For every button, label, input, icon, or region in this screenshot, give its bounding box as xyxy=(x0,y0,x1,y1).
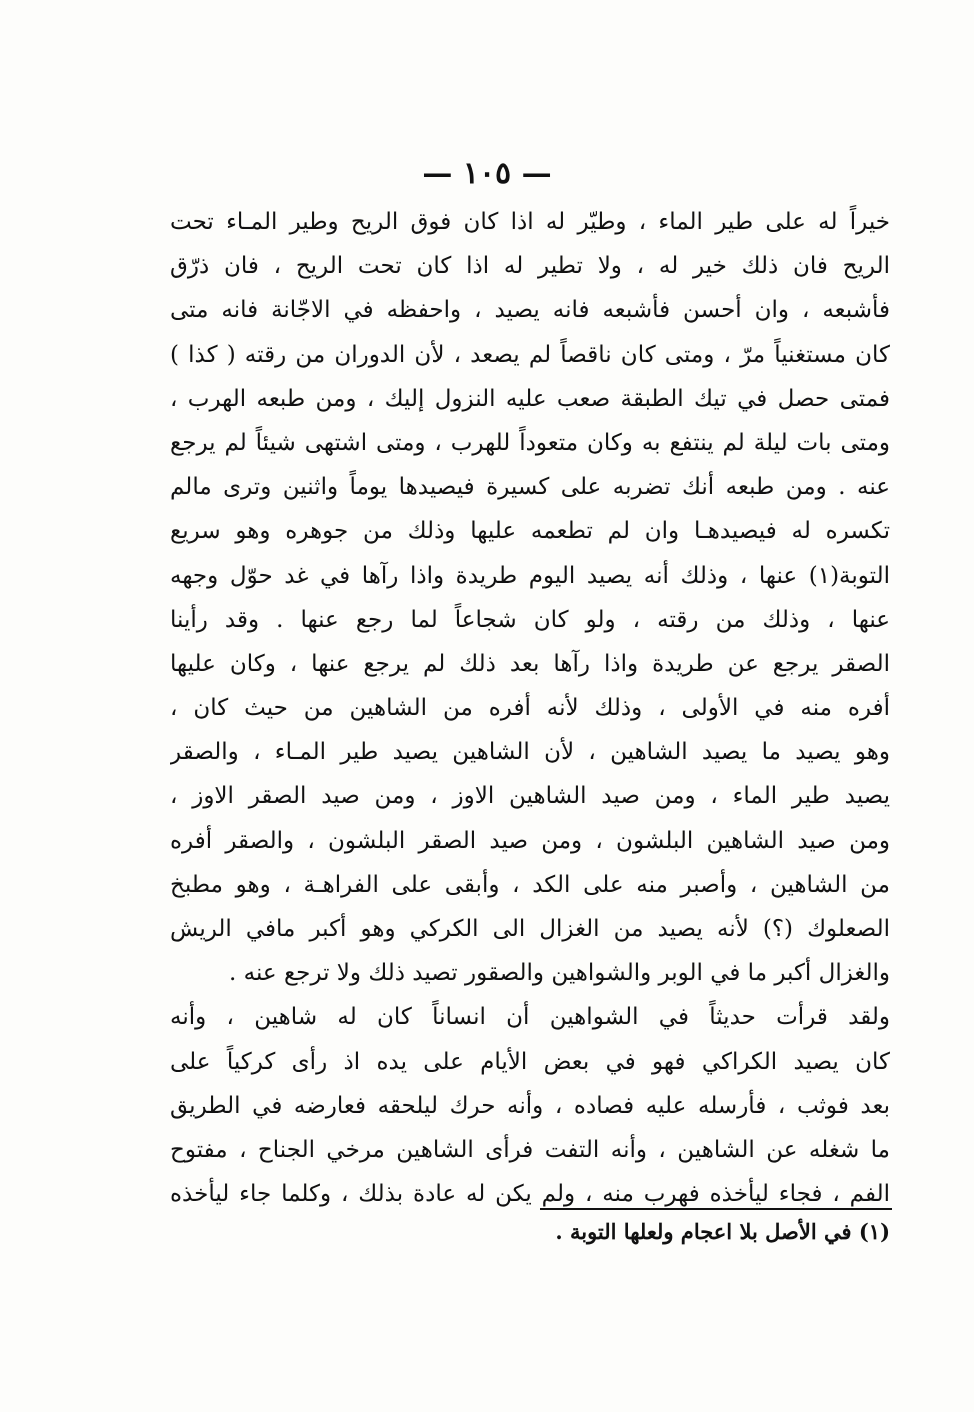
text-line: الريح فان ذلك خير له ، ولا تطير له اذا كان تحت الريح ، فان ذرّق xyxy=(170,253,890,280)
text-line: فمتى حصل في تيك الطبقة صعب عليه النزول إليك ، ومن طبعه الهرب ، xyxy=(170,385,890,412)
text-line: ما شغله عن الشاهين ، وأنه التفت فرأى الشاهين مرخي الجناح ، مفتوح xyxy=(170,1136,890,1163)
text-line: التوبة(١) عنها ، وذلك أنه يصيد اليوم طريدة واذا رآها في غد حوّل وجهه xyxy=(170,562,890,589)
text-line: وهو يصيد ما يصيد الشاهين ، لأن الشاهين يصيد طير المـاء ، والصقر xyxy=(170,739,890,766)
body-text xyxy=(170,200,890,1216)
text-line: والغزال أكبر ما في الوبر والشواهين والصقور تصيد ذلك ولا ترجع عنه . xyxy=(229,960,890,987)
text-line: عنه . ومن طبعه أنك تضربه على كسيرة فيصيدها يوماً واثنين وترى مالم xyxy=(170,474,890,501)
text-line: تكسره له فيصيدهـا وان لم تطعمه عليها وذلك من جوهره وهو سريع xyxy=(170,518,890,545)
footnote: (١) في الأصل بلا اعجام ولعلها التوبة . xyxy=(555,1219,890,1244)
text-line: بعد فوثب ، فأرسله عليه فصاده ، وأنه حرك ليلحقه فعارضه في الطريق xyxy=(170,1092,890,1119)
text-line: الصقر يرجع عن طريدة واذا رآها بعد ذلك لم يرجع عنها ، وكان عليها xyxy=(170,650,890,677)
text-line: الصعلوك (؟) لأنه يصيد من الغزال الى الكركي وهو أكبر مافي الريش xyxy=(170,916,890,942)
text-line: كان مستغنياً مرّ ، ومتى كان ناقصاً لم يصعد ، لأن الدوران من رقته ( كذا ) xyxy=(170,341,890,368)
text-line: ومن صيد الشاهين البلشون ، ومن صيد الصقر البلشون ، والصقر أفره xyxy=(170,827,890,854)
footnote-divider xyxy=(540,1208,892,1210)
text-line: يصيد طير الماء ، ومن صيد الشاهين الاوز ، ومن صيد الصقر الاوز ، xyxy=(170,783,890,810)
text-line: عنها ، وذلك من رقته ، ولو كان شجاعاً لما رجع عنها . وقد رأينا xyxy=(170,606,890,633)
text-line: ولقد قرأت حديثاً في الشواهين أن انساناً كان له شاهين ، وأنه xyxy=(170,1004,890,1031)
text-line: فأشبعه ، وان أحسن فأشبعه فانه يصيد ، واحفظه في الاجّانة فانه متى xyxy=(170,297,890,324)
text-line: خيراً له على طير الماء ، وطيّر له اذا كان فوق الريح وطير المـاء تحت xyxy=(170,209,890,235)
text-line: من الشاهين ، وأصبر منه على الكد ، وأبقى على الفراهـة ، وهو مطبخ xyxy=(170,871,890,898)
text-line: أفره منه في الأولى ، وذلك لأنه أفره من الشاهين من حيث كان ، xyxy=(170,695,890,722)
text-line: ومتى بات ليلة لم ينتفع به وكان متعوداً للهرب ، ومتى اشتهى شيئاً لم يرجع xyxy=(170,429,890,456)
page-number: — ١٠٥ — xyxy=(422,156,552,191)
text-line: الفم ، فجاء ليأخذه فهرب منه ، ولم يكن له عادة بذلك ، وكلما جاء ليأخذه xyxy=(170,1181,890,1208)
text-line: كان يصيد الكراكي فهو في بعض الأيام على يده اذ رأى كركياً على xyxy=(170,1048,890,1075)
